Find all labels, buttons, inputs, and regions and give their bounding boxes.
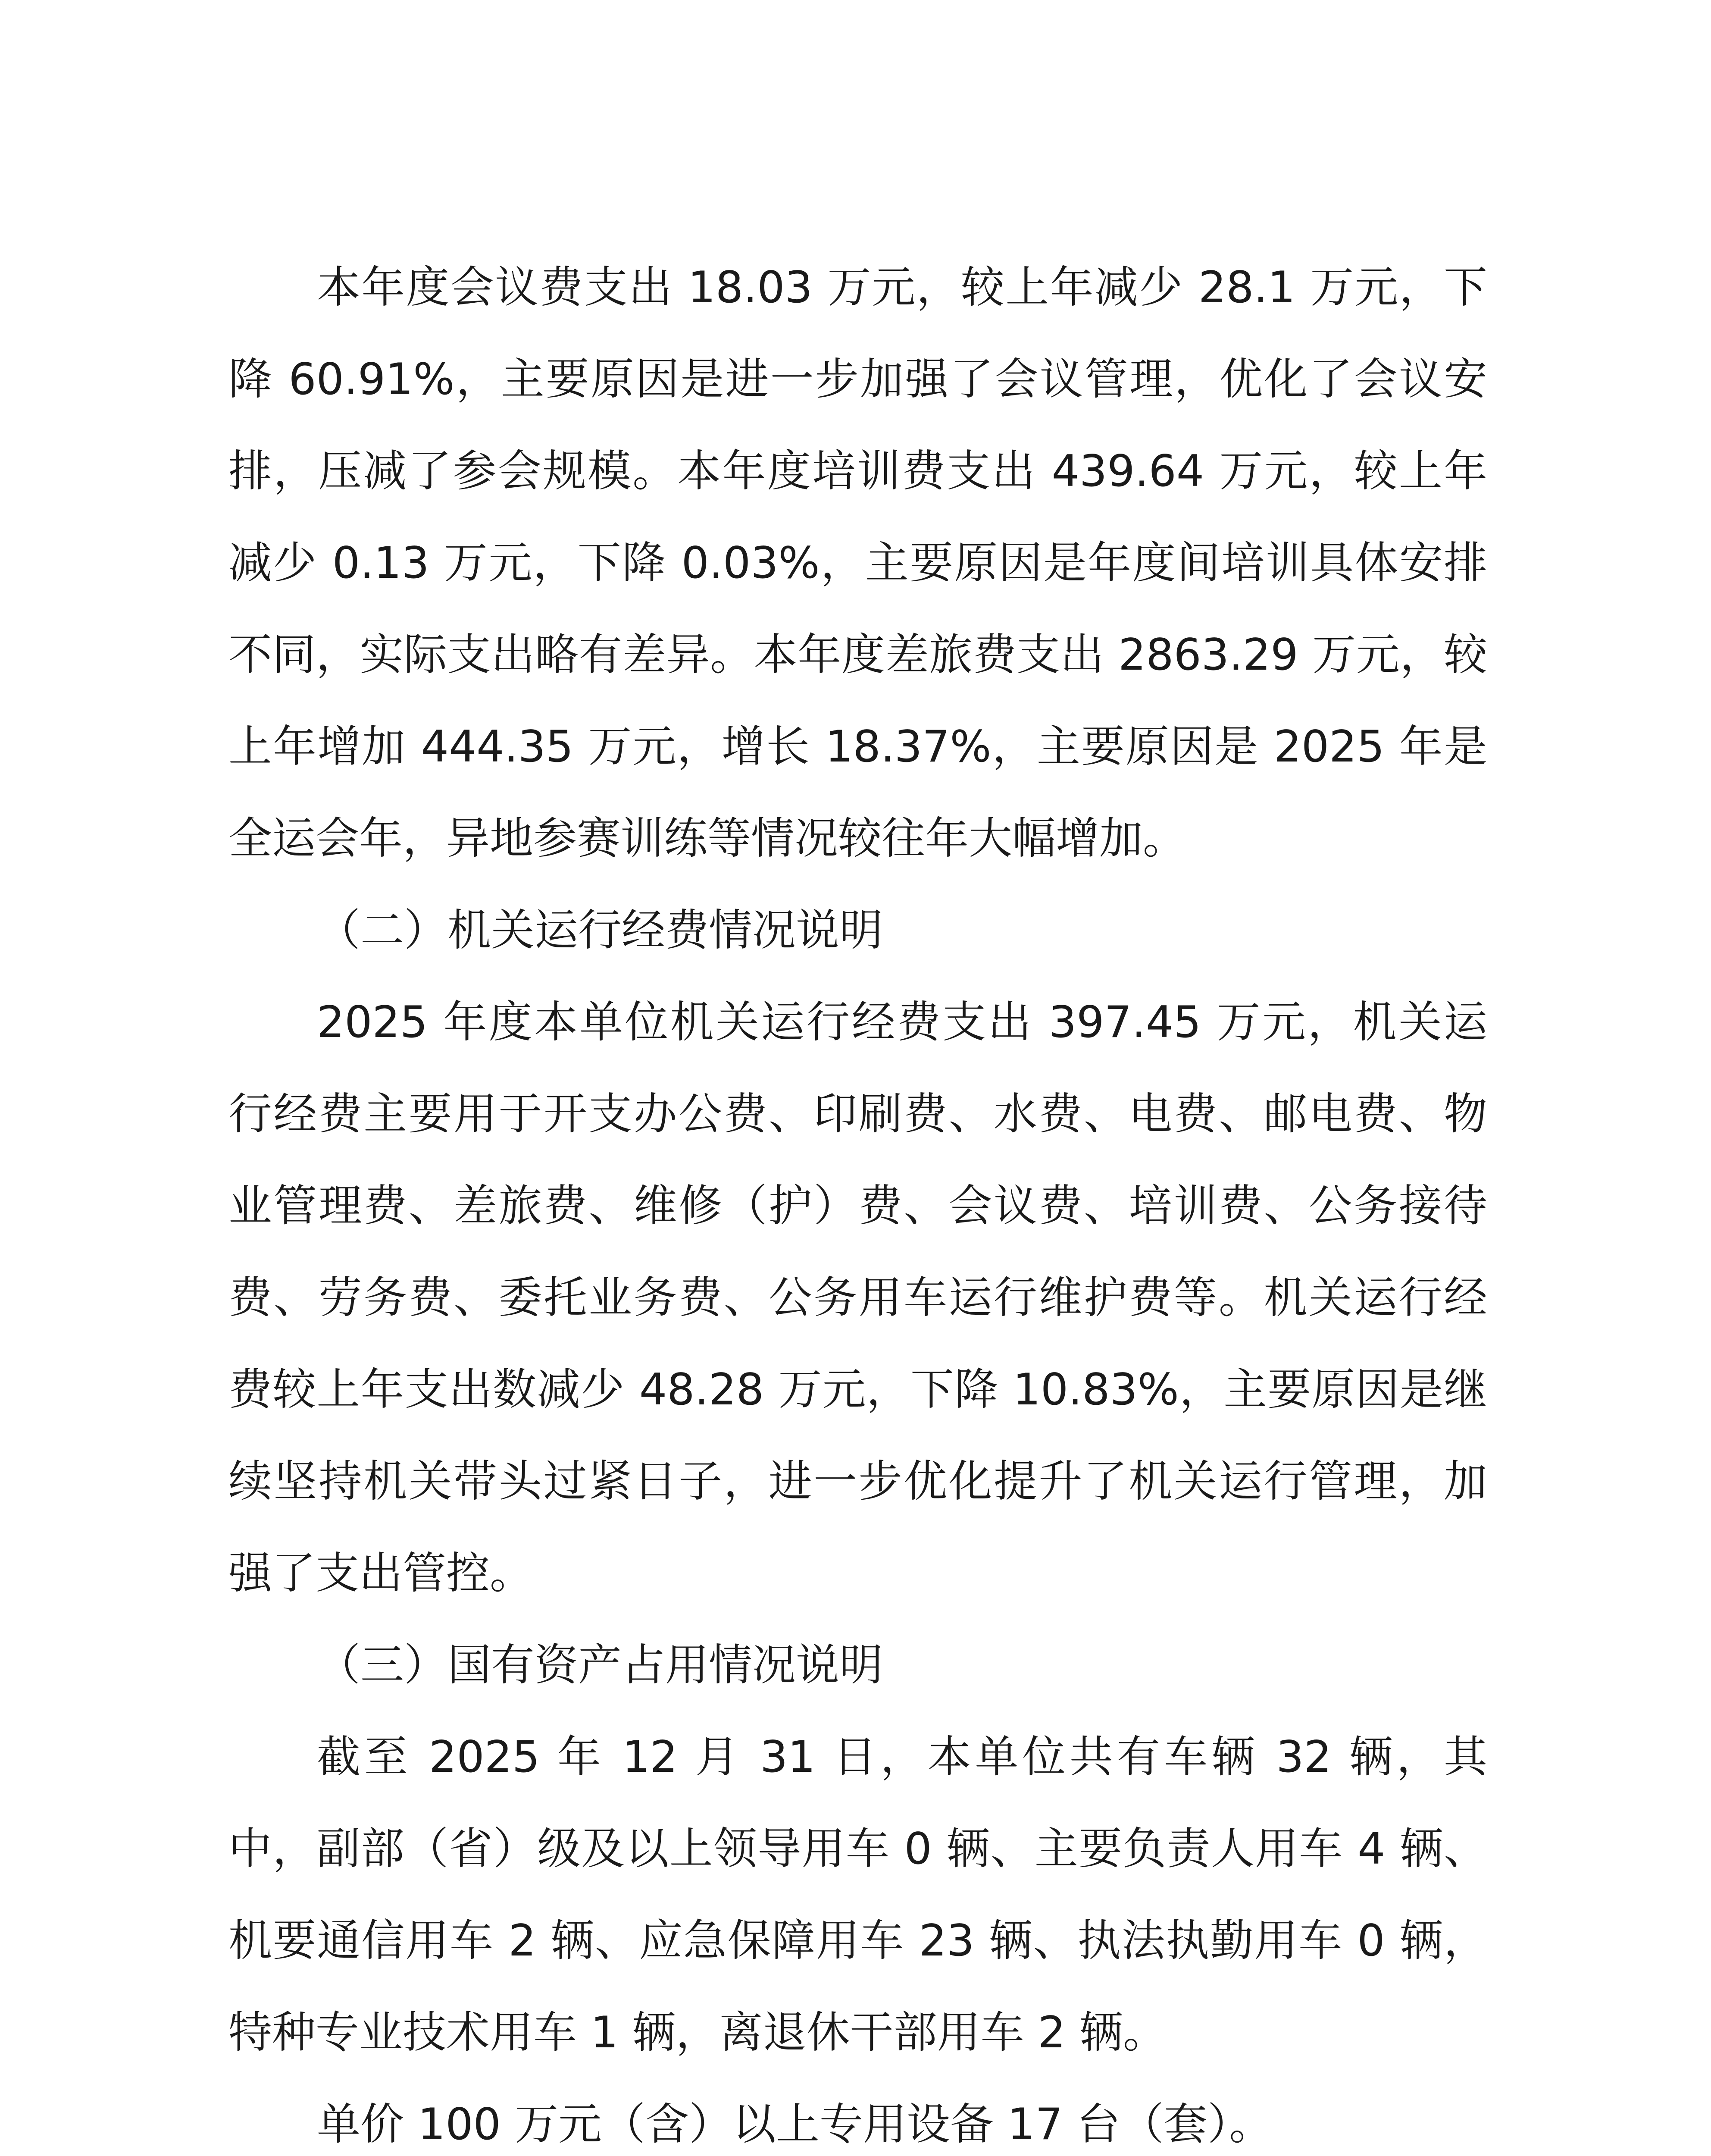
paragraph-vehicles: 截至 2025 年 12 月 31 日，本单位共有车辆 32 辆，其中，副部（省）级及以上领导用车 0 辆、主要负责人用车 4 辆、机要通信用车 2 辆、应急保障用车 23 辆、执法执勤用车 0 辆，特种专业技术用车 1 辆，离退休干部用车 2 辆。 [228,1731,1487,2058]
section-heading-operating-expenses: （二）机关运行经费情况说明 [317,905,883,956]
paragraph-equipment: 单价 100 万元（含）以上专用设备 17 台（套）。 [317,2099,1273,2150]
paragraph-expense-summary: 本年度会议费支出 18.03 万元，较上年减少 28.1 万元，下降 60.91%，主要原因是进一步加强了会议管理，优化了会议安排，压减了参会规模。本年度培训费支出 439.64 万元，较上年减少 0.13 万元，下降 0.03%，主要原因是年度间培训具体安排不同，实际支出略有差异。本年度差旅费支出 2863.29 万元，较上年增加 444.35 万元，增长 18.37%，主要原因是 2025 年是全运会年，异地参赛训练等情况较往年大幅增加。 [228,262,1487,864]
document-body [228,241,1487,2156]
paragraph-operating-expenses: 2025 年度本单位机关运行经费支出 397.45 万元，机关运行经费主要用于开支办公费、印刷费、水费、电费、邮电费、物业管理费、差旅费、维修（护）费、会议费、培训费、公务接待费、劳务费、委托业务费、公务用车运行维护费等。机关运行经费较上年支出数减少 48.28 万元，下降 10.83%，主要原因是继续坚持机关带头过紧日子，进一步优化提升了机关运行管理，加强了支出管控。 [228,997,1487,1598]
section-heading-state-assets: （三）国有资产占用情况说明 [317,1639,883,1690]
